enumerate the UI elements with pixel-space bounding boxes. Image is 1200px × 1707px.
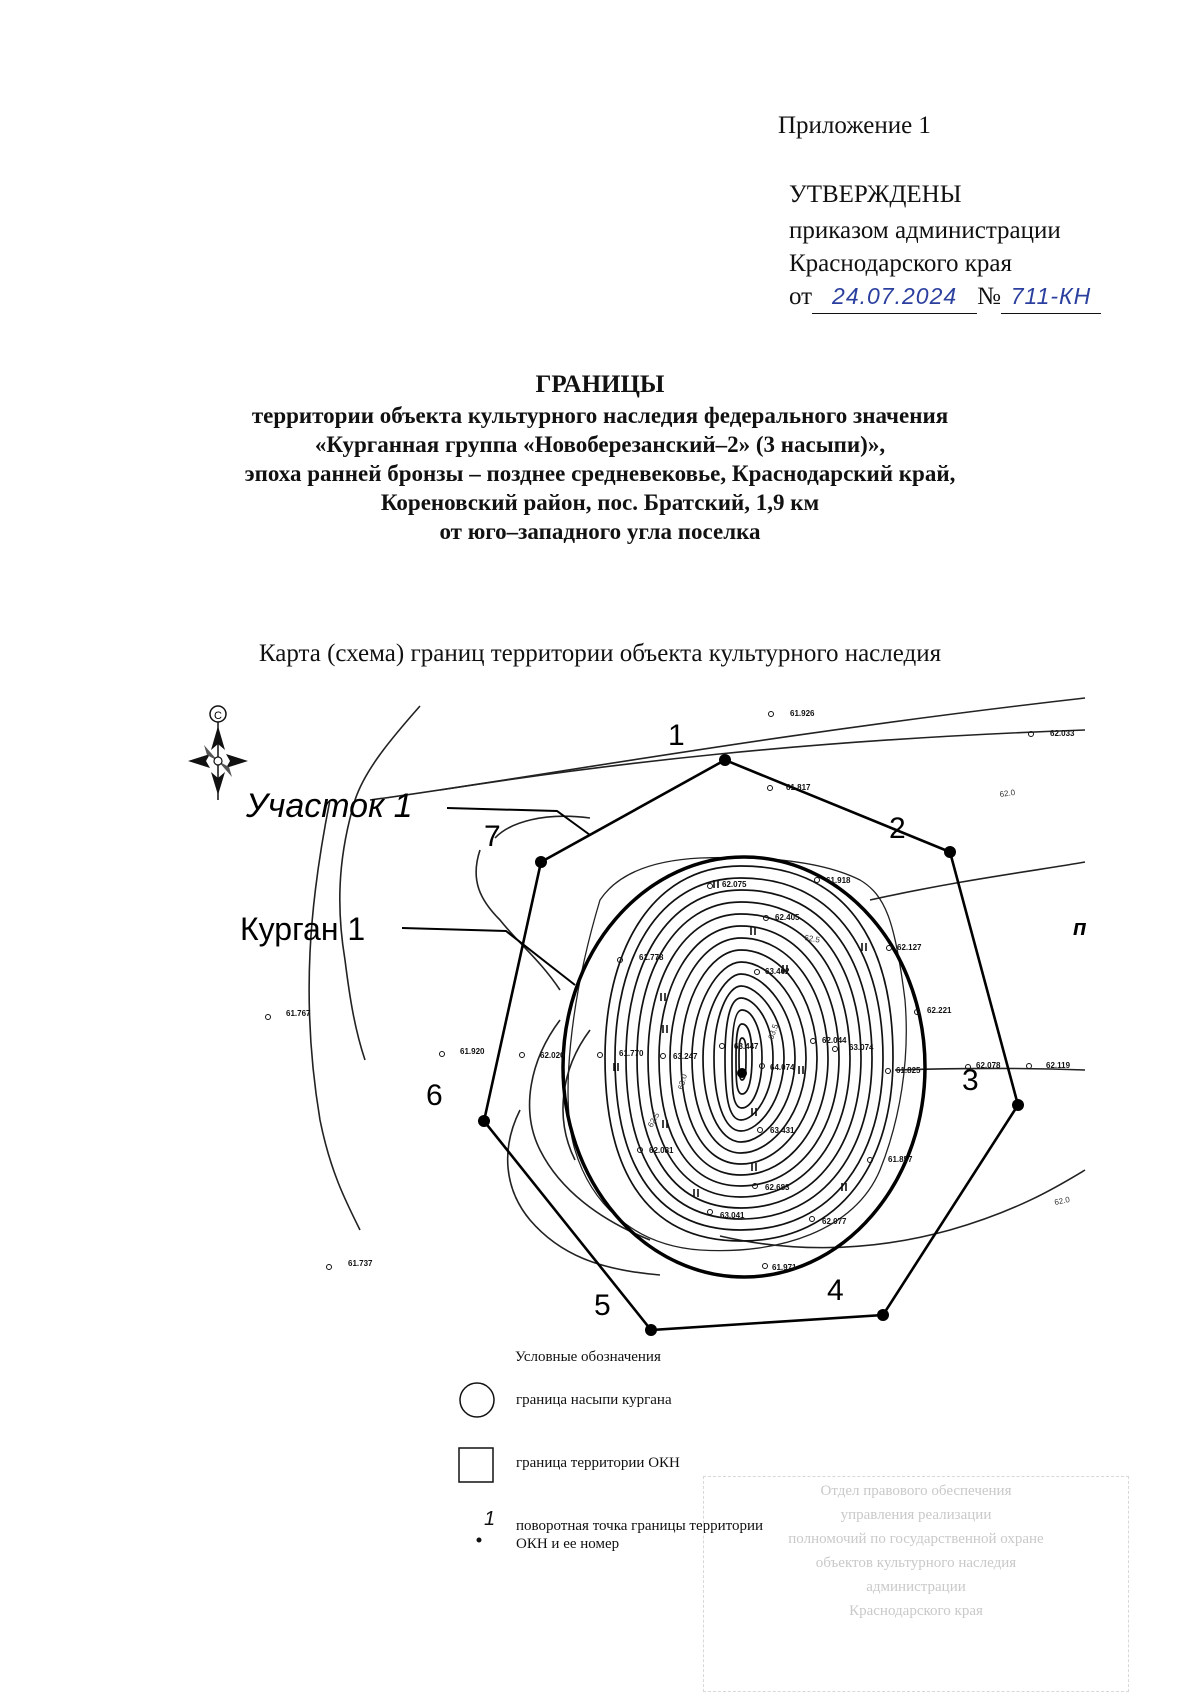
- title-line-5: от юго–западного угла поселка: [439, 519, 761, 544]
- legend-title: Условные обозначения: [515, 1349, 661, 1365]
- point-number-6: 6: [426, 1079, 443, 1112]
- approval-date-row: [789, 280, 1101, 314]
- mound-label-leader: [402, 928, 575, 985]
- elevation-mark: [520, 1051, 566, 1060]
- contour-value-labels: [646, 788, 1071, 1207]
- boundary-point-2: [944, 846, 956, 858]
- elevation-mark: [618, 953, 665, 963]
- svg-text:62.0: 62.0: [1053, 1194, 1071, 1207]
- svg-text:62.5: 62.5: [803, 933, 821, 945]
- point-number-4: 4: [827, 1274, 844, 1307]
- elevation-mark: [708, 1210, 746, 1221]
- svg-text:64.074: 64.074: [770, 1063, 795, 1072]
- elevation-mark: [266, 1009, 312, 1020]
- svg-text:63.074: 63.074: [849, 1043, 874, 1052]
- elevation-mark: [1029, 729, 1076, 738]
- boundary-point-3: [1012, 1099, 1024, 1111]
- svg-text:62.119: 62.119: [1046, 1061, 1071, 1070]
- handwritten-number: 711-КН: [1001, 280, 1101, 314]
- boundary-point-7: [535, 856, 547, 868]
- compass-rose-icon: [188, 706, 248, 800]
- svg-text:62.075: 62.075: [722, 880, 747, 889]
- point-number-2: 2: [889, 812, 906, 845]
- svg-text:61.767: 61.767: [286, 1009, 311, 1018]
- elevation-mark: [755, 967, 791, 976]
- boundary-map: [0, 690, 1200, 1350]
- svg-text:62.683: 62.683: [765, 1183, 790, 1192]
- legend-circle-icon: [455, 1380, 499, 1420]
- svg-text:61.770: 61.770: [619, 1049, 644, 1058]
- elevation-mark: [760, 1063, 796, 1072]
- boundary-point-6: [478, 1115, 490, 1127]
- svg-text:61.825: 61.825: [896, 1066, 921, 1075]
- approval-heading: УТВЕРЖДЕНЫ: [789, 181, 962, 208]
- title-line-4: Кореновский район, пос. Братский, 1,9 км: [380, 490, 820, 515]
- elevation-mark: [763, 1263, 798, 1272]
- svg-text:62.0: 62.0: [999, 787, 1016, 799]
- svg-text:63.041: 63.041: [720, 1211, 745, 1220]
- date-prefix: от: [789, 283, 813, 310]
- svg-text:62.044: 62.044: [822, 1036, 847, 1045]
- title-line-2: «Курганная группа «Новоберезанский–2» (3 насыпи)»,: [314, 432, 886, 457]
- elevation-mark: [661, 1052, 699, 1061]
- area-label-leader: [447, 808, 590, 835]
- elevation-mark: [440, 1047, 486, 1057]
- svg-text:61.920: 61.920: [460, 1047, 485, 1056]
- boundary-point-5: [645, 1324, 657, 1336]
- point-number-1: 1: [668, 719, 685, 752]
- svg-text:61.778: 61.778: [639, 953, 664, 962]
- point-number-3: 3: [962, 1064, 979, 1097]
- svg-text:63.447: 63.447: [734, 1042, 759, 1051]
- title-line-1: территории объекта культурного наследия федерального значения: [251, 403, 949, 428]
- svg-text:61.926: 61.926: [790, 709, 815, 718]
- svg-text:63.431: 63.431: [770, 1126, 795, 1135]
- title-line-3: эпоха ранней бронзы – позднее средневековье, Краснодарский край,: [244, 461, 956, 486]
- legend-item-point: поворотная точка границы территории ОКН и ее номер: [516, 1518, 764, 1552]
- svg-text:61.857: 61.857: [888, 1155, 913, 1164]
- svg-text:63.0: 63.0: [676, 1073, 689, 1091]
- area-label: Участок 1: [246, 787, 413, 825]
- svg-text:61.971: 61.971: [772, 1263, 797, 1272]
- boundary-point-1: [719, 754, 731, 766]
- svg-text:62.5: 62.5: [645, 1111, 662, 1129]
- mound-label: Курган 1: [240, 911, 366, 947]
- svg-text:62.078: 62.078: [976, 1061, 1001, 1070]
- mound-center-point: [737, 1068, 747, 1078]
- svg-text:63.247: 63.247: [673, 1052, 698, 1061]
- compass-letter: С: [214, 710, 222, 722]
- legend-item-territory: граница территории ОКН: [516, 1455, 680, 1471]
- elevation-mark: [810, 1217, 848, 1227]
- legend-square-icon: [457, 1446, 497, 1486]
- svg-text:62.077: 62.077: [822, 1217, 847, 1226]
- svg-text:61.737: 61.737: [348, 1259, 373, 1268]
- svg-text:63.462: 63.462: [765, 967, 790, 976]
- svg-text:62.033: 62.033: [1050, 729, 1075, 738]
- svg-text:62.221: 62.221: [927, 1006, 952, 1015]
- legend-point-dot-icon: [474, 1535, 484, 1545]
- svg-text:61.817: 61.817: [786, 783, 811, 792]
- elevation-mark: [769, 709, 816, 718]
- faded-stamp: Отдел правового обеспечения управления реализации полномочий по государственной охране объектов культурного наследия администрации Краснодарского края: [703, 1476, 1129, 1692]
- point-number-7: 7: [484, 820, 501, 853]
- boundary-point-4: [877, 1309, 889, 1321]
- approval-line-1: приказом администрации: [789, 217, 1061, 244]
- edge-letter: п: [1073, 915, 1087, 940]
- map-caption: Карта (схема) границ территории объекта культурного наследия: [258, 640, 942, 667]
- legend-item-mound: граница насыпи кургана: [516, 1392, 672, 1408]
- legend-point-number: 1: [484, 1508, 496, 1530]
- elevation-mark: [768, 783, 812, 792]
- elevation-mark: [327, 1259, 374, 1270]
- elevation-mark: [886, 1066, 922, 1075]
- svg-text:62.020: 62.020: [540, 1051, 565, 1060]
- handwritten-date: 24.07.2024: [812, 280, 977, 314]
- svg-text:62.405: 62.405: [775, 913, 800, 922]
- number-sign: №: [977, 283, 1001, 310]
- appendix-label: Приложение 1: [778, 112, 931, 139]
- mound-contours: [605, 866, 893, 1241]
- svg-text:62.081: 62.081: [649, 1146, 674, 1155]
- svg-text:62.127: 62.127: [897, 943, 922, 952]
- svg-text:63.5: 63.5: [766, 1022, 781, 1041]
- point-number-5: 5: [594, 1289, 611, 1322]
- title-main: ГРАНИЦЫ: [535, 371, 665, 398]
- document-title: [0, 370, 1200, 546]
- approval-line-2: Краснодарского края: [789, 250, 1012, 277]
- svg-text:61.918: 61.918: [826, 876, 851, 885]
